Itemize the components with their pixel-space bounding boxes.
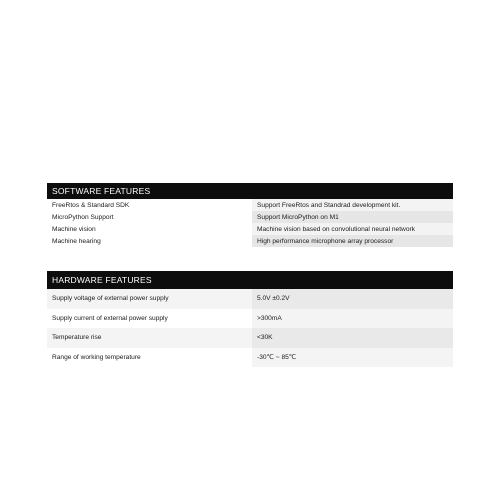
hardware-features-section [47,271,453,367]
feature-name: MicroPython Support [47,211,252,223]
software-features-header: SOFTWARE FEATURES [47,183,453,199]
software-features-section [47,183,453,247]
spec-value: 5.0V ±0.2V [252,289,453,309]
spec-value: <30K [252,328,453,348]
hardware-features-table [47,289,453,367]
spec-value: >300mA [252,309,453,329]
table-row [47,223,453,235]
table-row [47,199,453,211]
feature-value: High performance microphone array processor [252,235,453,247]
spec-name: Range of working temperature [47,348,252,368]
table-row [47,211,453,223]
spec-name: Supply current of external power supply [47,309,252,329]
feature-value: Support FreeRtos and Standrad development kit. [252,199,453,211]
hardware-features-header: HARDWARE FEATURES [47,271,453,289]
table-row [47,289,453,309]
feature-value: Support MicroPython on M1 [252,211,453,223]
feature-name: Machine hearing [47,235,252,247]
feature-name: FreeRtos & Standard SDK [47,199,252,211]
spec-value: -30℃ ~ 85℃ [252,348,453,368]
table-row [47,235,453,247]
feature-name: Machine vision [47,223,252,235]
spec-name: Supply voltage of external power supply [47,289,252,309]
spec-name: Temperature rise [47,328,252,348]
software-features-table [47,199,453,247]
table-row [47,328,453,348]
table-row [47,348,453,368]
feature-value: Machine vision based on convolutional neural network [252,223,453,235]
table-row [47,309,453,329]
